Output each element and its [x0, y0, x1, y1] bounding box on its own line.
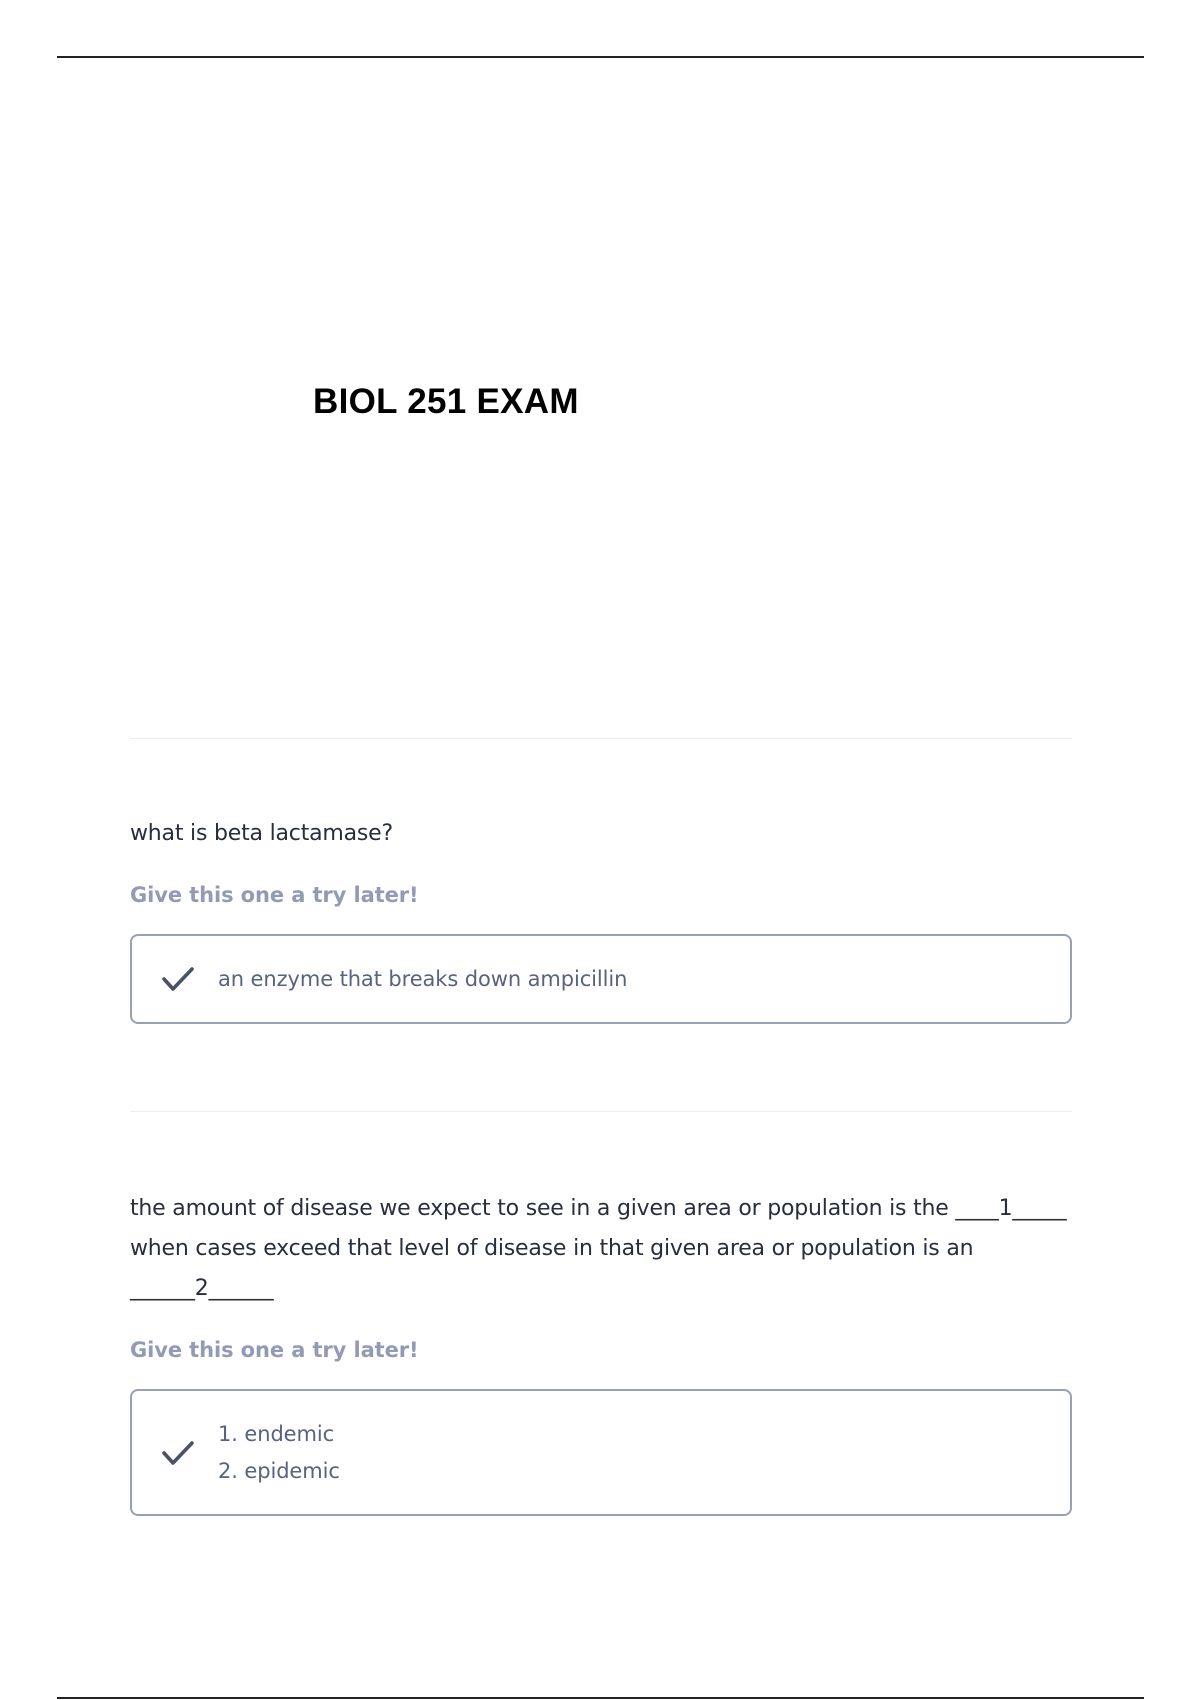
question-line: when cases exceed that level of disease in that given area or population is an: [130, 1236, 974, 1261]
try-later-hint[interactable]: Give this one a try later!: [130, 883, 419, 907]
question-text: what is beta lactamase?: [130, 821, 393, 846]
answer-line: an enzyme that breaks down ampicillin: [218, 966, 628, 991]
question-text: [130, 1189, 1072, 1309]
question-line: ______2______: [130, 1276, 274, 1301]
answer-text: [218, 1416, 340, 1490]
section-divider: [130, 1111, 1072, 1112]
section-divider: [130, 738, 1072, 739]
answer-line: 2. epidemic: [218, 1458, 340, 1483]
answer-line: 1. endemic: [218, 1421, 335, 1446]
answer-text: [218, 961, 627, 998]
answer-box: [130, 1389, 1072, 1516]
checkmark-icon: [158, 959, 198, 999]
top-rule: [57, 56, 1144, 58]
flashcard-endemic-epidemic: [130, 1189, 1072, 1516]
document-title: BIOL 251 EXAM: [313, 382, 579, 421]
question-line: the amount of disease we expect to see in a given area or population is the ____1_____: [130, 1196, 1067, 1221]
checkmark-icon: [158, 1433, 198, 1473]
flashcard-beta-lactamase: [130, 814, 1072, 1024]
answer-box: [130, 934, 1072, 1024]
bottom-rule: [57, 1697, 1144, 1699]
try-later-hint[interactable]: Give this one a try later!: [130, 1338, 419, 1362]
